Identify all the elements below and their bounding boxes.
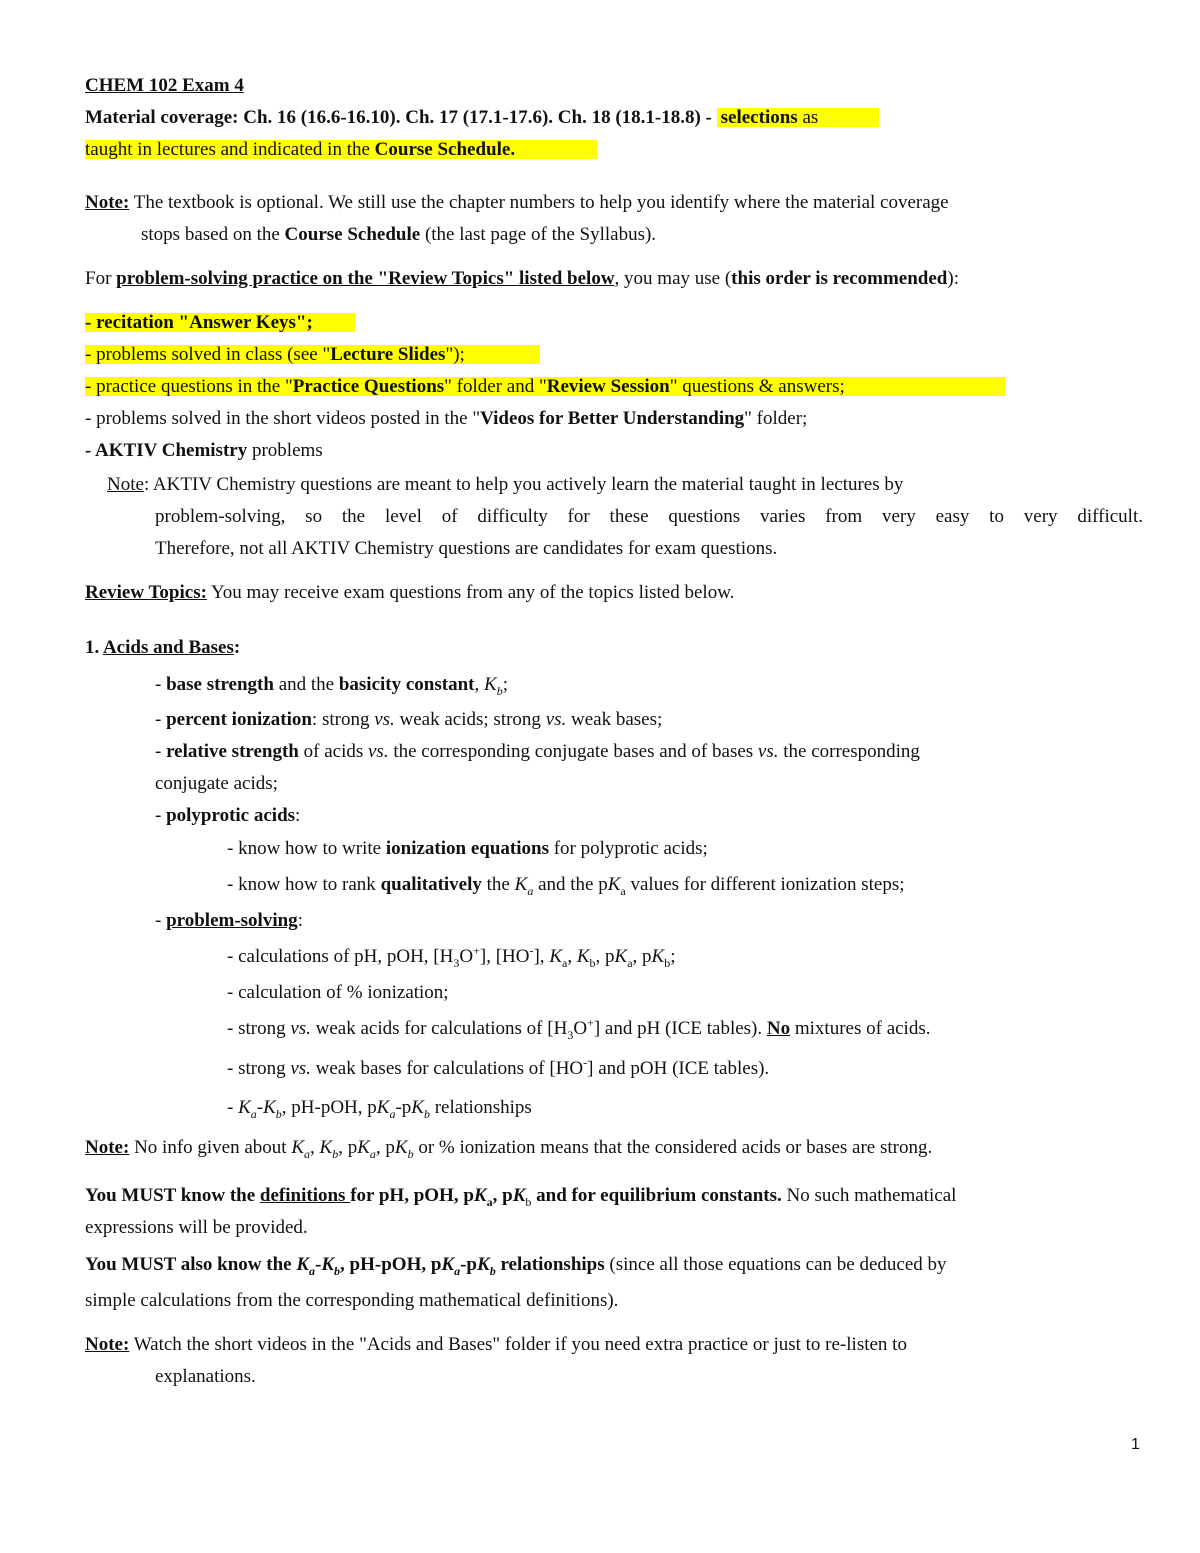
note-videos-line2: explanations.	[155, 1366, 256, 1387]
comma: ,	[375, 1137, 386, 1158]
a-subscript: a	[527, 883, 534, 898]
a-subscript: a	[562, 955, 568, 970]
o-text: O	[573, 1018, 588, 1039]
section-colon: :	[233, 637, 241, 658]
corresponding-text: the corresponding	[778, 741, 920, 762]
selections-word: selections	[720, 107, 798, 128]
practice-pre: For	[85, 268, 117, 289]
values-text: values for different ionization steps;	[625, 874, 905, 895]
review-topics	[85, 583, 734, 602]
note-textbook-line2	[141, 225, 656, 244]
b-subscript: b	[525, 1194, 532, 1209]
k-symbol: K	[441, 1254, 455, 1275]
must-also-line	[85, 1254, 947, 1278]
k-symbol: K	[614, 946, 628, 967]
know-rank-text: - know how to rank	[227, 874, 381, 895]
resource-highlight	[85, 377, 1005, 396]
for-polyprotic-text: for polyprotic acids;	[548, 838, 708, 859]
dash: -	[155, 709, 167, 730]
and-the: and the	[273, 674, 339, 695]
practice-mid: , you may use (	[614, 268, 732, 289]
vs-text: vs.	[290, 1018, 311, 1039]
b-subscript: b	[275, 1106, 282, 1121]
k-symbol: K	[549, 946, 562, 967]
the-text: the	[481, 874, 515, 895]
b-subscript: b	[423, 1106, 430, 1121]
note-label: Note:	[85, 192, 130, 213]
topic-item	[155, 806, 300, 825]
hyphen: -	[315, 1254, 322, 1275]
p-text: p	[642, 946, 652, 967]
plus-superscript: +	[473, 943, 480, 958]
bracket-text: ],	[533, 946, 550, 967]
know-write-text: - know how to write	[227, 838, 386, 859]
equilibrium-text: and for equilibrium constants.	[531, 1185, 782, 1206]
sub-item	[227, 1055, 770, 1079]
base-strength: base strength	[166, 674, 274, 695]
resource-item	[85, 313, 355, 332]
resource-videos-pre: - problems solved in the short videos posted in the "	[85, 408, 481, 429]
vs-text: vs.	[290, 1058, 311, 1079]
resource-highlight	[85, 345, 540, 364]
resource-practice-e: " questions & answers;	[669, 376, 845, 397]
calc-text: - calculations of pH, pOH, [H	[227, 946, 454, 967]
plus-superscript: +	[587, 1015, 594, 1030]
note-text: The textbook is optional. We still use the chapter numbers to help you identify where the material coverage	[129, 192, 949, 213]
aktiv-note-line3: Therefore, not all AKTIV Chemistry questions are candidates for exam questions.	[155, 538, 778, 559]
sub-item	[227, 839, 708, 858]
resource-videos-folder: Videos for Better Understanding	[480, 408, 745, 429]
dash: -	[155, 805, 167, 826]
k-symbol: K	[477, 1254, 490, 1275]
definitions-text: definitions	[259, 1185, 351, 1206]
b-subscript: b	[334, 1263, 341, 1278]
hyphen-p: -p	[395, 1097, 412, 1118]
resource-item	[85, 409, 807, 428]
a-subscript: a	[486, 1194, 493, 1209]
topic-item	[155, 674, 508, 698]
comma: ,	[595, 946, 606, 967]
review-topics-text: You may receive exam questions from any of the topics listed below.	[206, 582, 735, 603]
course-schedule-ref: Course Schedule	[284, 224, 421, 245]
comma: ,	[338, 1137, 348, 1158]
weak-acids-calc: weak acids for calculations of [H	[310, 1018, 568, 1039]
note-line2-end: (the last page of the Syllabus).	[420, 224, 657, 245]
topic-item-line2: conjugate acids;	[155, 773, 278, 794]
deduced-text: (since all those equations can be deduced by	[604, 1254, 947, 1275]
a-subscript: a	[369, 1146, 376, 1161]
section-number: 1.	[85, 637, 103, 658]
must-know-line	[85, 1185, 957, 1209]
a-subscript: a	[250, 1106, 257, 1121]
resource-practice-a: - practice questions in the "	[85, 376, 293, 397]
resource-lecture-post: ");	[445, 344, 465, 365]
relationships-text: relationships	[429, 1097, 532, 1118]
vs-text: vs.	[757, 741, 779, 762]
sub-item	[227, 874, 905, 898]
weak-bases-text: weak bases;	[566, 709, 663, 730]
k-symbol: K	[473, 1185, 487, 1206]
a-subscript: a	[620, 883, 626, 898]
k-symbol: K	[291, 1137, 305, 1158]
sub-item	[227, 943, 676, 970]
section-title: Acids and Bases	[102, 637, 234, 658]
b-subscript: b	[489, 1263, 496, 1278]
k-symbol: K	[376, 1097, 390, 1118]
practice-underlined: problem-solving practice on the "Review Topics" listed below	[116, 268, 615, 289]
topic-item	[155, 710, 662, 729]
must-know-line2: expressions will be provided.	[85, 1217, 308, 1238]
minus-superscript: -	[583, 1055, 588, 1070]
p-text: p	[385, 1137, 395, 1158]
must-also-line2: simple calculations from the corresponding mathematical definitions).	[85, 1290, 619, 1311]
k-symbol: K	[263, 1097, 276, 1118]
coverage-highlight	[717, 108, 879, 127]
b-subscript: b	[407, 1146, 414, 1161]
a-subscript: a	[304, 1146, 311, 1161]
problem-solving-title: problem-solving	[166, 910, 298, 931]
k-symbol: K	[411, 1097, 424, 1118]
and-the-p: and the p	[533, 874, 608, 895]
conjugate-bases-text: the corresponding conjugate bases and of bases	[388, 741, 758, 762]
resource-item	[85, 441, 323, 460]
hyphen-p: -p	[460, 1254, 478, 1275]
page-number: 1	[1131, 1436, 1140, 1453]
basicity-constant: basicity constant	[338, 674, 475, 695]
no-such-text: No such mathematical	[781, 1185, 957, 1206]
ho-text: ], [HO	[479, 946, 530, 967]
mixtures-text: mixtures of acids.	[790, 1018, 931, 1039]
sub-item	[227, 1015, 931, 1042]
k-symbol: K	[238, 1097, 251, 1118]
ph-poh-text: , pH-pOH, p	[281, 1097, 377, 1118]
b-subscript: b	[589, 955, 596, 970]
a-subscript: a	[454, 1263, 461, 1278]
vs-text: vs.	[368, 741, 389, 762]
for-ph-text: for pH, pOH, p	[350, 1185, 474, 1206]
strong-text: : strong	[311, 709, 375, 730]
coverage-line2-text: taught in lectures and indicated in the	[85, 139, 375, 160]
aktiv-note-line2: problem-solving, so the level of difficulty for these questions varies from very easy to very difficult.	[155, 506, 1143, 527]
strong-text: - strong	[227, 1018, 291, 1039]
topic-item	[155, 742, 920, 761]
comma: ,	[310, 1137, 320, 1158]
b-subscript: b	[496, 683, 503, 698]
course-schedule-text: Course Schedule.	[374, 139, 516, 160]
note-label: Note:	[85, 1334, 130, 1355]
coverage-line-2	[85, 140, 597, 159]
dash: -	[155, 910, 167, 931]
must-also-text: You MUST also know the	[85, 1254, 297, 1275]
coverage-highlight-2	[85, 140, 597, 159]
relative-strength: relative strength	[166, 741, 299, 762]
ph-poh-text: , pH-pOH, p	[340, 1254, 442, 1275]
note-line2-text: stops based on the	[141, 224, 285, 245]
a-subscript: a	[627, 955, 633, 970]
dash: -	[227, 1097, 239, 1118]
k-symbol: K	[514, 874, 528, 895]
resource-aktiv-post: problems	[247, 440, 323, 461]
ionization-equations: ionization equations	[385, 838, 549, 859]
must-know-text: You MUST know the	[85, 1185, 260, 1206]
resource-videos-post: " folder;	[744, 408, 808, 429]
note-videos	[85, 1335, 907, 1354]
resource-answer-keys: - recitation "Answer Keys";	[85, 313, 355, 332]
vs-text: vs.	[545, 709, 567, 730]
resource-practice-questions: Practice Questions	[292, 376, 445, 397]
k-symbol: K	[484, 674, 497, 695]
problem-solving-heading	[155, 911, 303, 930]
p-text: p	[347, 1137, 358, 1158]
colon: :	[295, 805, 301, 826]
comma: ,	[492, 1185, 503, 1206]
o-text: O	[459, 946, 474, 967]
resource-item	[85, 377, 1005, 396]
resource-item	[85, 345, 540, 364]
comma: ,	[474, 674, 484, 695]
weak-acids-text: weak acids; strong	[394, 709, 546, 730]
note-videos-text: Watch the short videos in the "Acids and Bases" folder if you need extra practice or just to re-listen to	[129, 1334, 907, 1355]
k-symbol: K	[296, 1254, 310, 1275]
k-symbol: K	[321, 1254, 335, 1275]
three-subscript: 3	[453, 955, 460, 970]
dash: -	[155, 741, 167, 762]
p-text: p	[605, 946, 615, 967]
aktiv-note	[107, 475, 903, 494]
section-heading	[85, 638, 240, 657]
dash: -	[155, 674, 167, 695]
semicolon: ;	[502, 674, 508, 695]
review-topics-label: Review Topics:	[85, 582, 207, 603]
b-subscript: b	[664, 955, 671, 970]
k-symbol: K	[651, 946, 665, 967]
k-symbol: K	[319, 1137, 333, 1158]
a-subscript: a	[389, 1106, 396, 1121]
resource-lecture-pre: - problems solved in class (see "	[85, 344, 331, 365]
aktiv-note-label: Note	[107, 474, 144, 495]
colon: :	[297, 910, 303, 931]
hyphen: -	[256, 1097, 264, 1118]
resource-lecture-slides: Lecture Slides	[330, 344, 446, 365]
weak-bases-calc: weak bases for calculations of [HO	[310, 1058, 584, 1079]
note-info	[85, 1137, 933, 1161]
three-subscript: 3	[567, 1027, 574, 1042]
k-symbol: K	[394, 1137, 408, 1158]
coverage-line	[85, 108, 879, 127]
polyprotic-acids: polyprotic acids	[166, 805, 296, 826]
strong-text: - strong	[227, 1058, 291, 1079]
qualitatively: qualitatively	[380, 874, 482, 895]
practice-intro	[85, 269, 959, 288]
coverage-text: Material coverage: Ch. 16 (16.6-16.10). Ch. 17 (17.1-17.6). Ch. 18 (18.1-18.8) -	[85, 107, 717, 128]
resource-practice-c: " folder and "	[444, 376, 547, 397]
a-subscript: a	[309, 1263, 316, 1278]
aktiv-note-line1: : AKTIV Chemistry questions are meant to help you actively learn the material taught in lectures by	[143, 474, 904, 495]
semicolon: ;	[670, 946, 676, 967]
practice-order: this order is recommended	[731, 268, 948, 289]
note-textbook	[85, 193, 949, 212]
k-symbol: K	[607, 874, 621, 895]
relationships-text: relationships	[495, 1254, 605, 1275]
no-text: No	[766, 1018, 791, 1039]
as-word: as	[797, 107, 819, 128]
vs-text: vs.	[374, 709, 395, 730]
note-label: Note:	[85, 1137, 130, 1158]
poh-ice-text: ] and pOH (ICE tables).	[587, 1058, 770, 1079]
of-acids-text: of acids	[298, 741, 368, 762]
sub-item	[227, 1097, 532, 1121]
comma: ,	[632, 946, 643, 967]
ice-tables-text: ] and pH (ICE tables).	[593, 1018, 767, 1039]
k-symbol: K	[576, 946, 590, 967]
percent-ionization: percent ionization	[166, 709, 312, 730]
page-title: CHEM 102 Exam 4	[85, 75, 244, 96]
minus-superscript: -	[529, 943, 534, 958]
strong-note-text: or % ionization means that the considered acids or bases are strong.	[413, 1137, 933, 1158]
p-text: p	[502, 1185, 513, 1206]
no-info-text: No info given about	[129, 1137, 292, 1158]
sub-item: - calculation of % ionization;	[227, 982, 449, 1003]
comma: ,	[567, 946, 577, 967]
practice-post: ):	[947, 268, 959, 289]
b-subscript: b	[332, 1146, 339, 1161]
resource-aktiv: - AKTIV Chemistry	[85, 440, 248, 461]
resource-review-session: Review Session	[546, 376, 670, 397]
k-symbol: K	[357, 1137, 370, 1158]
k-symbol: K	[512, 1185, 526, 1206]
